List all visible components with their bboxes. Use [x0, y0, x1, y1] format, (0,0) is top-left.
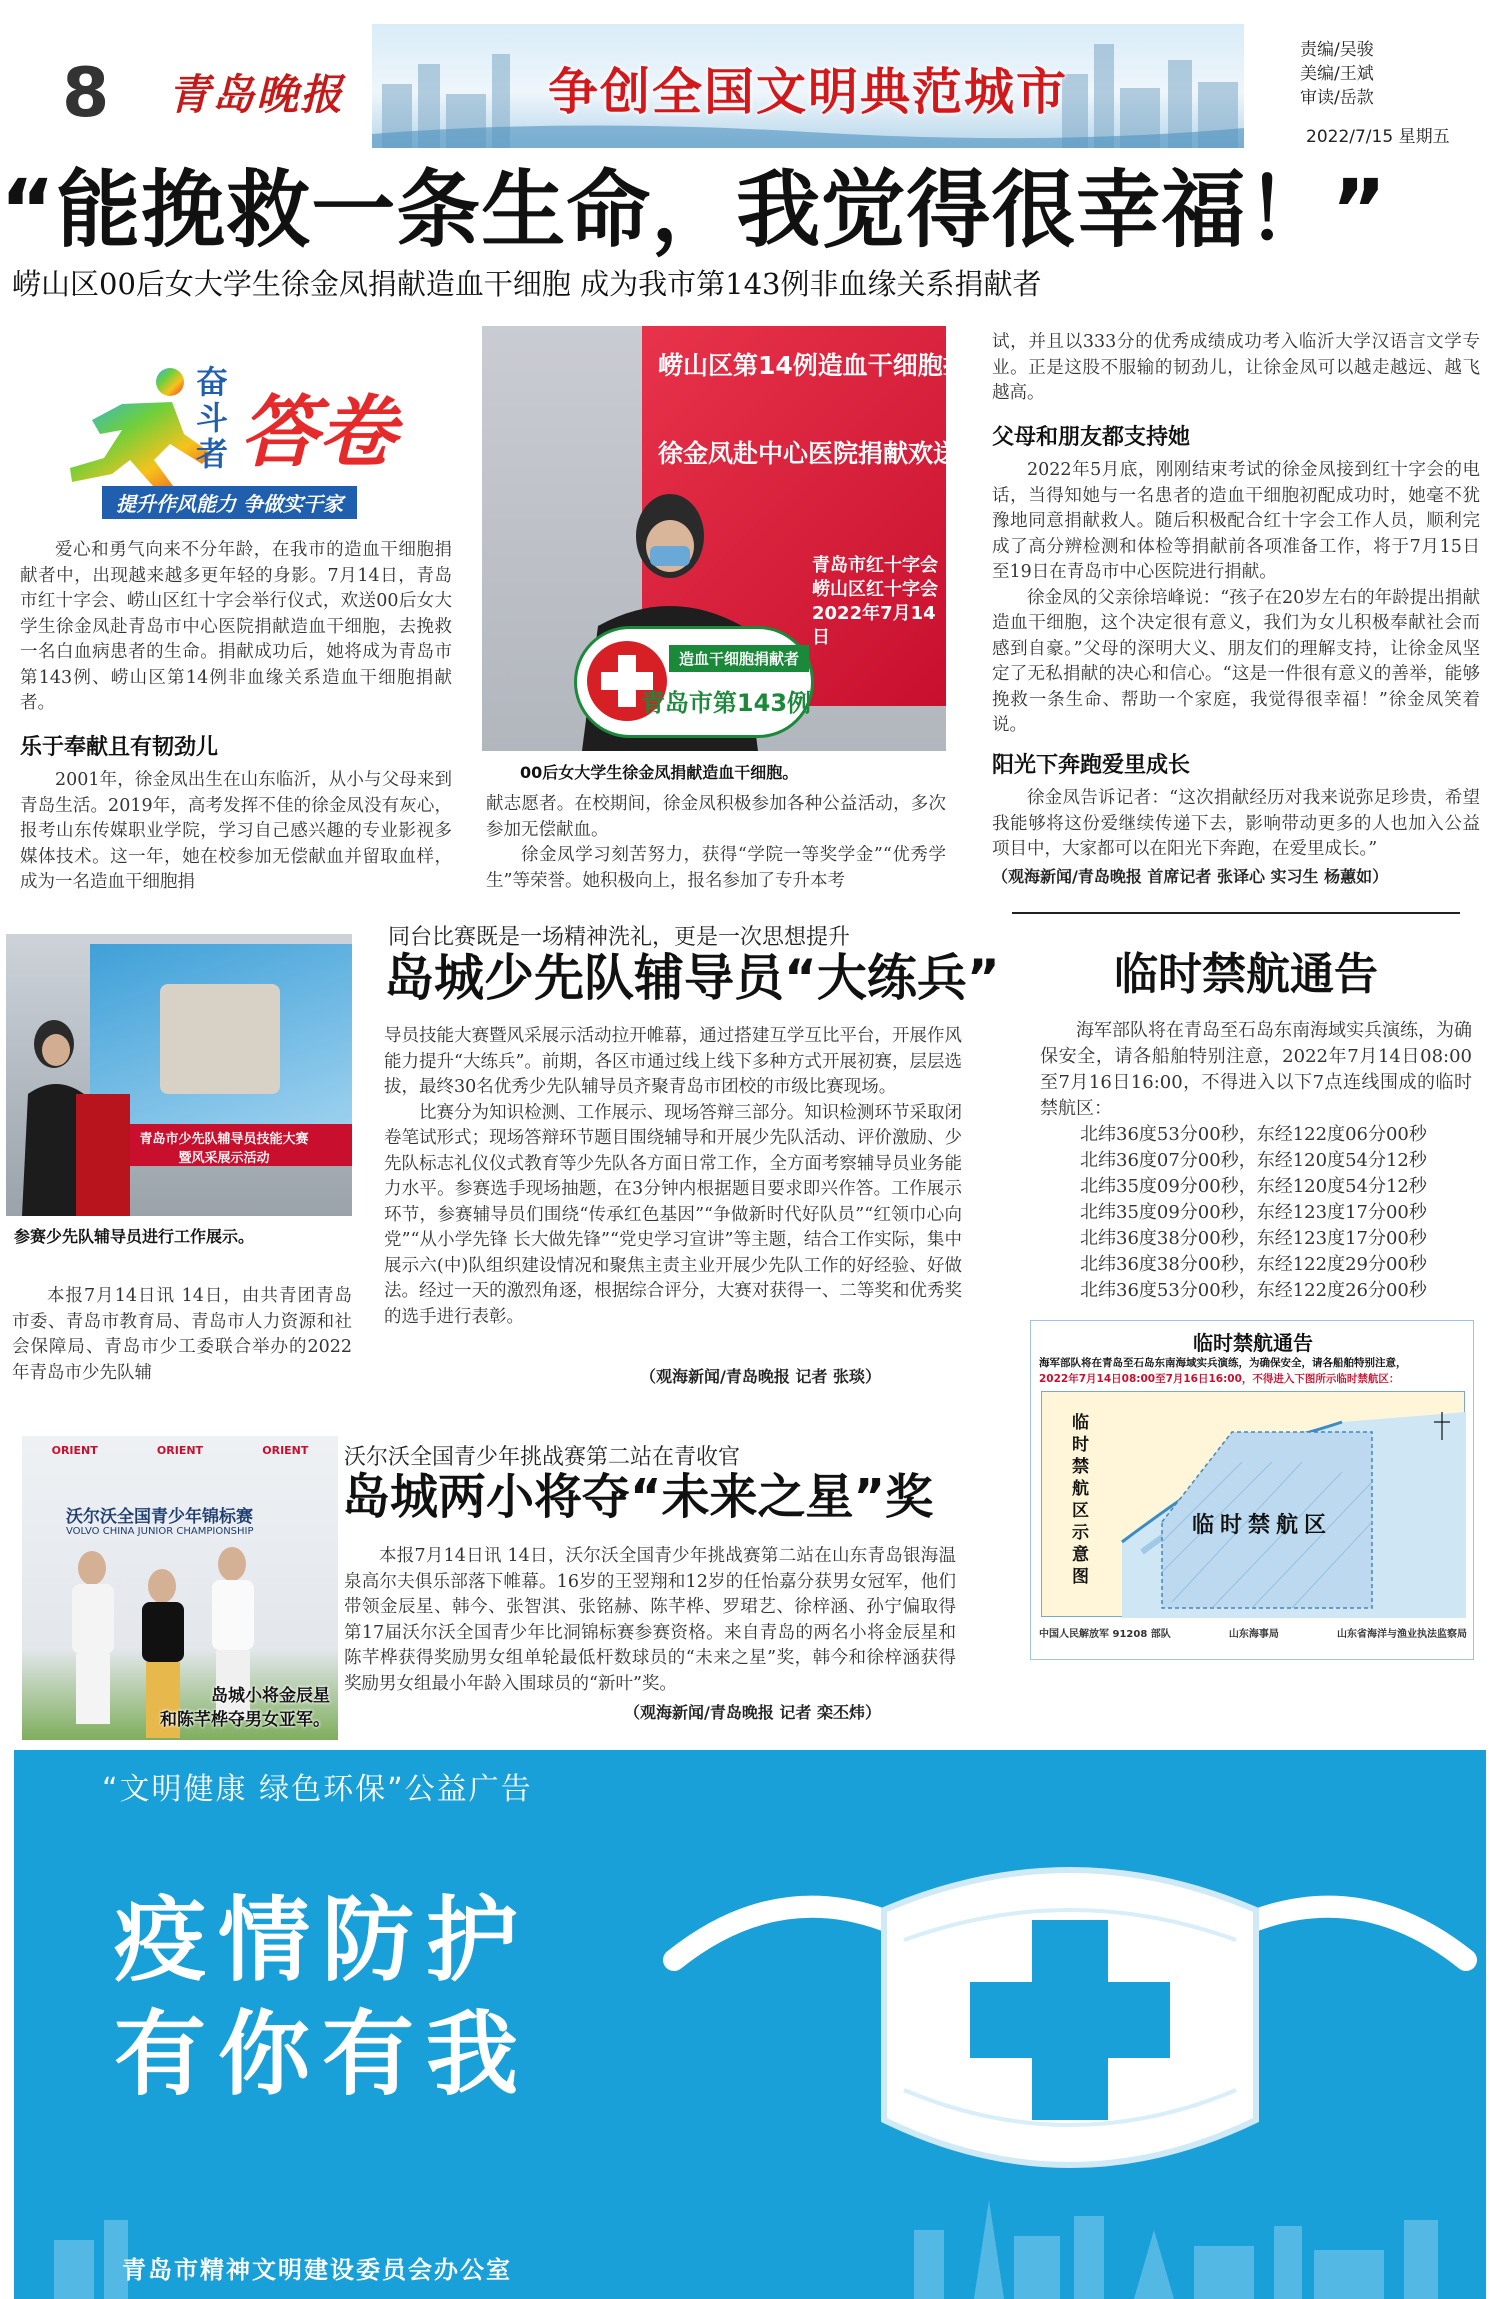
logo-title-3: 者: [196, 435, 229, 473]
lead-middle-text: [486, 792, 946, 894]
story3-kicker: 沃尔沃全国青少年挑战赛第二站在青收官: [344, 1445, 741, 1470]
map-frame: [1041, 1391, 1465, 1617]
ad-line-1: 疫情防护: [114, 1886, 531, 1994]
face-mask-icon: [654, 1790, 1486, 2230]
coord-7: 北纬36度53分00秒，东经122度26分00秒: [1080, 1280, 1427, 1301]
photo-banner-2: 徐金凤赴中心医院捐献欢送: [658, 439, 959, 468]
notice-text: 海军部队将在青岛至石岛东南海域实兵演练，为确保安全，请各船舶特别注意，2022年7月14日08:00至7月16日16:00，不得进入以下7点连线围成的临时禁航区：: [1040, 1020, 1472, 1119]
stage-banner: [96, 1124, 352, 1166]
header-banner: [372, 24, 1244, 148]
podium: [76, 1094, 130, 1216]
ad-footer: 青岛市精神文明建设委员会办公室: [122, 2256, 512, 2284]
map-footer-1: 中国人民解放军 91208 部队: [1039, 1629, 1171, 1640]
notice-map: [1030, 1320, 1474, 1660]
story3-byline: （观海新闻/青岛晚报 记者 栾丕炜）: [624, 1703, 881, 1722]
golfers-caption-1: 岛城小将金辰星: [211, 1686, 330, 1706]
section1-text: 2001年，徐金凤出生在山东临沂，从小与父母来到青岛生活。2019年，高考发挥不佳的徐金凤没有灰心，报考山东传媒职业学院，学习自己感兴趣的专业影视多媒体技术。这一年，她在校参加无偿献血并留取血样，成为一名造血干细胞捐: [20, 770, 452, 892]
lead-intro: 爱心和勇气向来不分年龄，在我市的造血干细胞捐献者中，出现越来越多更年轻的身影。7月14日，青岛市红十字会、崂山区红十字会举行仪式，欢送00后女大学生徐金凤赴青岛市中心医院捐献造血干细胞，去挽救一名白血病患者的生命。捐献成功后，她将成为青岛市第143例、崂山区第14例非血缘关系造血干细胞捐献者。: [20, 540, 452, 713]
notice-top-rule: [1012, 912, 1460, 914]
photo-sign-2: 青岛市第143例: [640, 689, 812, 717]
logo-title-2: 斗: [196, 399, 229, 437]
coord-4: 北纬35度09分00秒，东经123度17分00秒: [1080, 1202, 1427, 1223]
photo-brand-1: ORIENT: [51, 1444, 98, 1457]
photo-brand-2: ORIENT: [156, 1444, 204, 1457]
map-title: 临时禁航通告: [1193, 1331, 1313, 1355]
proofreader-credit: 审读/岳款: [1300, 88, 1374, 108]
struggler-logo: [28, 356, 448, 516]
ad-line-2: 有你有我: [114, 2000, 531, 2108]
section2-body: [992, 458, 1480, 739]
lead-mid-text-2: 徐金凤学习刻苦努力，获得“学院一等奖学金”“优秀学生”等荣誉。她积极向上，报名参加了专升本考: [486, 845, 946, 891]
photo-org-2: 崂山区红十字会: [812, 579, 938, 600]
editor-credit: 责编/吴骏: [1300, 40, 1374, 60]
counselor-photo-caption: 参赛少先队辅导员进行工作展示。: [14, 1227, 255, 1246]
lead-right-text-1: 试，并且以333分的优秀成绩成功考入临沂大学汉语言文学专业。正是这股不服输的韧劲儿，让徐金凤可以越走越远、越飞越高。: [992, 332, 1480, 403]
section1-title: 乐于奉献且有韧劲儿: [20, 735, 219, 760]
photo-banner-1: 青岛市少先队辅导员技能大赛: [139, 1132, 309, 1147]
section3-title: 阳光下奔跑爱里成长: [992, 753, 1191, 778]
donor-photo-caption: 00后女大学生徐金凤捐献造血干细胞。: [520, 763, 799, 782]
public-service-ad: [14, 1750, 1486, 2299]
golfers-photo: [22, 1436, 338, 1740]
story2-text-1: 导员技能大赛暨风采展示活动拉开帷幕，通过搭建互学互比平台，开展作风能力提升“大练兵”。前期，各区市通过线上线下多种方式开展初赛，层层选拔，最终30名优秀少先队辅导员齐聚青岛市团校的市级比赛现场。: [384, 1026, 962, 1097]
map-side-label: 临时禁航区示意图: [1072, 1413, 1089, 1587]
photo-sign-1: 造血干细胞捐献者: [669, 645, 809, 672]
logo-slogan: 提升作风能力 争做实干家: [102, 486, 357, 519]
coord-6: 北纬36度38分00秒，东经122度29分00秒: [1080, 1254, 1427, 1275]
map-footer-2: 山东海事局: [1228, 1629, 1279, 1640]
story2-kicker: 同台比赛既是一场精神洗礼，更是一次思想提升: [388, 925, 851, 950]
story2-headline: 岛城少先队辅导员“大练兵”: [384, 949, 1000, 1007]
lead-subheadline: 崂山区00后女大学生徐金凤捐献造血干细胞 成为我市第143例非血缘关系捐献者: [12, 267, 1042, 301]
photo-brand-3: ORIENT: [262, 1444, 309, 1457]
lead-headline: “能挽救一条生命，我觉得很幸福！”: [0, 161, 1388, 259]
notice-coord-list: [1080, 1122, 1480, 1304]
designer-credit: 美编/王斌: [1300, 64, 1374, 84]
lead-byline: （观海新闻/青岛晚报 首席记者 张译心 实习生 杨蕙如）: [992, 867, 1389, 886]
donor-sign: [574, 626, 814, 738]
section2-text-2: 徐金凤的父亲徐培峰说：“孩子在20岁左右的年龄提出捐献造血干细胞，这个决定很有意义，我们为女儿积极奉献社会而感到自豪。”父母的深明大义、朋友们的理解支持，让徐金凤坚定了无私捐献的决心和信心。“这是一件很有意义的善举，能够挽救一条生命、帮助一个家庭，我觉得很幸福！”徐金凤笑着说。: [992, 587, 1480, 735]
coord-2: 北纬36度07分00秒，东经120度54分12秒: [1080, 1150, 1427, 1171]
story2-text-2: 比赛分为知识检测、工作展示、现场答辩三部分。知识检测环节采取闭卷笔试形式；现场答辩环节题目围绕辅导和开展少先队活动、评价激励、少先队标志礼仪仪式教育等少先队各方面日常工作，全方面考察辅导员业务能力水平。参赛选手现场抽题，在3分钟内根据题目要求即兴作答。工作展示环节，参赛辅导员们围绕“传承红色基因”“争做新时代好队员”“红领巾心向党”“从小学先锋 长大做先锋”“党史学习宣讲”等主题，结合工作实际，集中展示六(中)队组织建设情况和聚焦主责主业开展少先队工作的好经验、好做法。经过一天的激烈角逐，根据综合评分，大赛对获得一、二等奖和优秀奖的选手进行表彰。: [384, 1102, 962, 1327]
coord-5: 北纬36度38分00秒，东经123度17分00秒: [1080, 1228, 1427, 1249]
story2-body: [384, 1024, 962, 1330]
story2-left-text: 本报7月14日讯 14日，由共青团青岛市委、青岛市教育局、青岛市人力资源和社会保障局、青岛市少工委联合举办的2022年青岛市少先队辅: [12, 1286, 352, 1383]
photo-banner-2: 暨风采展示活动: [178, 1151, 270, 1166]
map-line-1: 海军部队将在青岛至石岛东南海域实兵演练，为确保安全，请各船舶特别注意，: [1039, 1357, 1407, 1369]
editor-credits: [1300, 38, 1374, 110]
map-line-2: 2022年7月14日08:00至7月16日16:00，不得进入下图所示临时禁航区：: [1039, 1373, 1400, 1385]
map-zone-label: 临时禁航区: [1192, 1513, 1333, 1538]
photo-org-1: 青岛市红十字会: [812, 555, 938, 576]
story3-headline: 岛城两小将夺“未来之星”奖: [342, 1469, 934, 1525]
donor-photo: [482, 326, 993, 751]
notice-title: 临时禁航通告: [1114, 949, 1378, 1000]
sea-map: [1042, 1392, 1466, 1618]
photo-backdrop-2: VOLVO CHINA JUNIOR CHAMPIONSHIP: [66, 1526, 254, 1537]
ad-slogan: “文明健康 绿色环保”公益广告: [102, 1772, 533, 1807]
story3-text: 本报7月14日讯 14日，沃尔沃全国青少年挑战赛第二站在山东青岛银海温泉高尔夫俱乐部落下帷幕。16岁的王翌翔和12岁的任怡嘉分获男女冠军，他们带领金辰星、韩今、张智淇、张铭赫、陈芊桦、罗珺艺、徐梓涵、孙宁偏取得第17届沃尔沃全国青少年比洞锦标赛参赛资格。来自青岛的两名小将金辰星和陈芊桦获得奖励男女组单轮最低杆数球员的“未来之星”奖，韩今和徐梓涵获得奖励男女组最小年龄入围球员的“新叶”奖。: [344, 1546, 956, 1694]
logo-title-big: 答卷: [240, 387, 397, 478]
page-number: 8: [62, 54, 110, 133]
golfers-caption-2: 和陈芊桦夺男女亚军。: [160, 1710, 330, 1730]
lead-mid-text-1: 献志愿者。在校期间，徐金凤积极参加各种公益活动，多次参加无偿献血。: [486, 794, 946, 840]
section2-text-1: 2022年5月底，刚刚结束考试的徐金凤接到红十字会的电话，当得知她与一名患者的造血干细胞初配成功时，她毫不犹豫地同意捐献救人。随后积极配合红十字会工作人员，顺利完成了高分辨检测和体检等捐献前各项准备工作，将于7月15日至19日在青岛市中心医院进行捐献。: [992, 460, 1480, 582]
photo-date: 2022年7月14日: [812, 603, 936, 648]
paper-name: 青岛晚报: [168, 70, 345, 119]
section2-title: 父母和朋友都支持她: [992, 425, 1191, 450]
coord-1: 北纬36度53分00秒，东经122度06分00秒: [1080, 1124, 1427, 1145]
counselor-photo: [6, 934, 352, 1216]
issue-date: 2022/7/15 星期五: [1306, 127, 1450, 147]
section3-text: 徐金凤告诉记者：“这次捐献经历对我来说弥足珍贵，希望我能够将这份爱继续传递下去，影响带动更多的人也加入公益项目中，大家都可以在阳光下奔跑，在爱里成长。”: [992, 788, 1480, 859]
photo-backdrop-1: 沃尔沃全国青少年锦标赛: [66, 1507, 253, 1527]
coord-3: 北纬35度09分00秒，东经120度54分12秒: [1080, 1176, 1427, 1197]
photo-banner-1: 崂山区第14例造血干细胞捐献: [658, 351, 993, 380]
story2-byline: （观海新闻/青岛晚报 记者 张琰）: [640, 1367, 881, 1386]
logo-title-1: 奋: [196, 363, 229, 401]
banner-slogan: 争创全国文明典范城市: [548, 63, 1068, 121]
map-footer-3: 山东省海洋与渔业执法监察局: [1336, 1629, 1467, 1640]
